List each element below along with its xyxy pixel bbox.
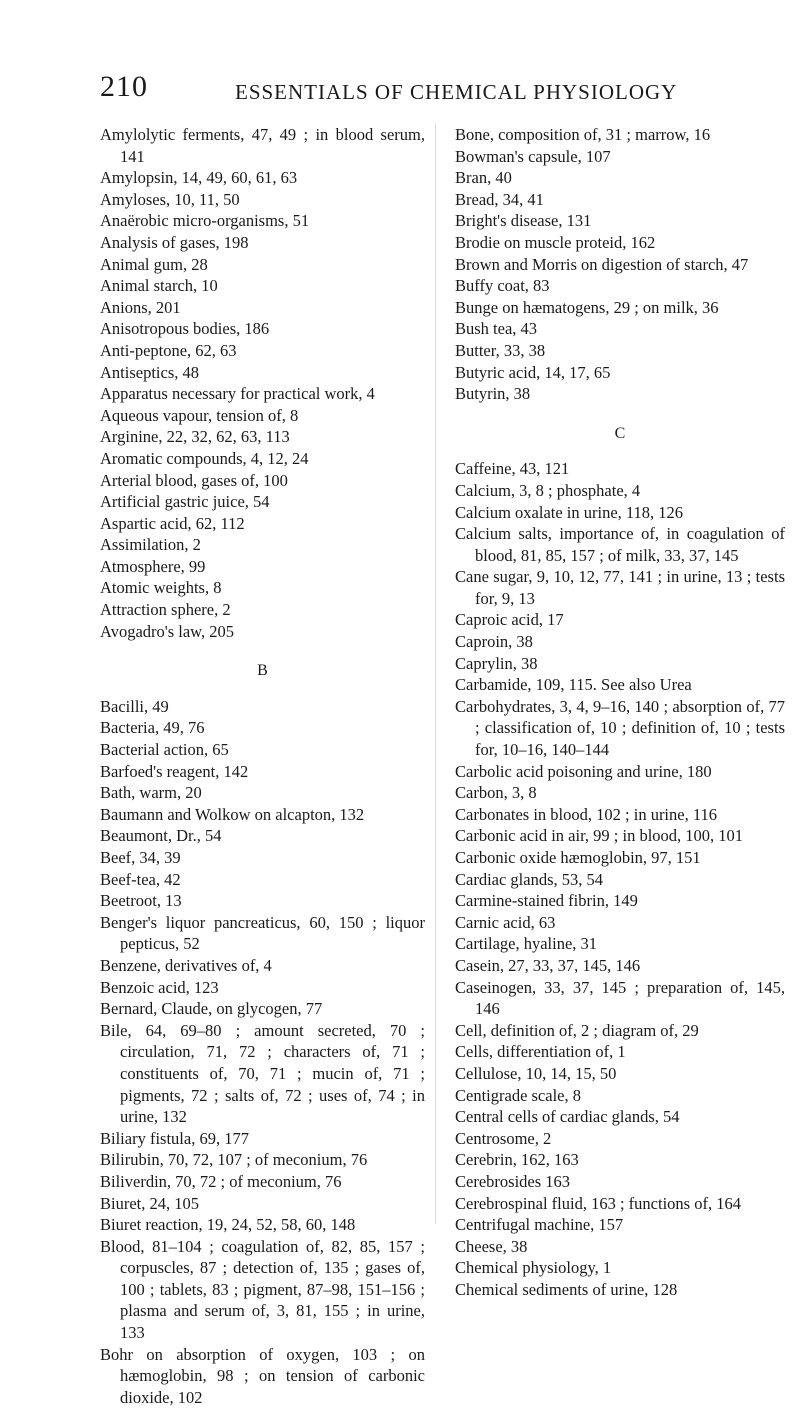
index-entry: Carbolic acid poisoning and urine, 180 [455,761,712,781]
index-entry: Analysis of gases, 198 [100,232,249,252]
index-entry: Carbamide, 109, 115. See also Urea [455,675,692,695]
index-entry: Arterial blood, gases of, 100 [100,470,288,490]
index-entry: Benzoic acid, 123 [100,977,219,997]
index-entry: Calcium oxalate in urine, 118, 126 [455,502,684,522]
index-entry: Beetroot, 13 [100,891,182,911]
index-entry: Biuret, 24, 105 [100,1193,199,1213]
index-entry: Atomic weights, 8 [100,578,222,598]
index-entry: Amyloses, 10, 11, 50 [100,189,240,209]
index-entry: Cheese, 38 [455,1236,528,1256]
section-heading-c: C [614,424,626,442]
index-entry: Bile, 64, 69–80 ; amount secreted, 70 ; circulation, 71, 72 ; characters of, 71 ; constituents of, 70, 71 ; mucin of, 71 ; pigments, 72 ; salts of, 72 ; uses of, 74 ; in urine, 132 [100,1020,425,1127]
index-entry: Brown and Morris on digestion of starch, 47 [455,254,749,274]
index-entry: Aqueous vapour, tension of, 8 [100,405,299,425]
index-entry: Arginine, 22, 32, 62, 63, 113 [100,427,290,447]
index-entry: Bran, 40 [455,168,512,188]
index-section-b [100,696,425,1408]
index-entry: Avogadro's law, 205 [100,621,235,641]
index-entry: Cartilage, hyaline, 31 [455,934,598,954]
index-entry: Centigrade scale, 8 [455,1085,581,1105]
index-entry: Butyrin, 38 [455,384,531,404]
index-entry: Centrifugal machine, 157 [455,1215,624,1235]
index-entry: Centrosome, 2 [455,1128,552,1148]
index-entry: Blood, 81–104 ; coagulation of, 82, 85, 157 ; corpuscles, 87 ; detection of, 135 ; gases of, 100 ; tablets, 83 ; pigment, 87–98, 151–156 ; plasma and serum of, 3, 81, 155 ; in urine, 133 [100,1236,425,1343]
index-entry: Atmosphere, 99 [100,556,206,576]
index-entry: Carnic acid, 63 [455,912,556,932]
index-entry: Carbonates in blood, 102 ; in urine, 116 [455,804,717,824]
index-entry: Carbonic oxide hæmoglobin, 97, 151 [455,848,701,867]
index-entry: Caseinogen, 33, 37, 145 ; preparation of, 145, 146 [455,977,785,1019]
index-entry: Cells, differentiation of, 1 [455,1042,626,1062]
index-entry: Chemical sediments of urine, 128 [455,1279,678,1299]
index-entry: Biuret reaction, 19, 24, 52, 58, 60, 148 [100,1215,356,1235]
index-entry: Cardiac glands, 53, 54 [455,869,604,889]
index-entry: Caprylin, 38 [455,653,538,673]
index-entry: Central cells of cardiac glands, 54 [455,1107,680,1127]
index-column-left [100,124,425,1408]
index-entry: Benzene, derivatives of, 4 [100,955,272,975]
index-entry: Aromatic compounds, 4, 12, 24 [100,448,309,468]
index-entry: Calcium salts, importance of, in coagulation of blood, 81, 85, 157 ; of milk, 33, 37, 145 [455,524,785,565]
index-entry: Bernard, Claude, on glycogen, 77 [100,999,323,1019]
index-entry: Aspartic acid, 62, 112 [100,513,245,533]
index-section-c [455,458,785,1300]
index-entry: Bacilli, 49 [100,696,169,716]
index-column-right [455,124,785,1300]
running-title: ESSENTIALS OF CHEMICAL PHYSIOLOGY [235,80,678,104]
index-entry: Amylopsin, 14, 49, 60, 61, 63 [100,168,298,188]
index-entry: Butter, 33, 38 [455,340,546,360]
index-entry: Bacteria, 49, 76 [100,718,205,738]
index-entry: Anisotropous bodies, 186 [100,319,270,339]
index-entry: Apparatus necessary for practical work, 4 [100,384,375,404]
page-header [0,70,800,110]
index-entry: Cerebrospinal fluid, 163 ; functions of, 164 [455,1193,741,1213]
index-entry: Animal gum, 28 [100,254,208,274]
index-entry: Anti-peptone, 62, 63 [100,340,237,360]
index-entry: Caffeine, 43, 121 [455,459,570,479]
column-divider [435,124,436,1224]
index-entry: Biliary fistula, 69, 177 [100,1128,249,1148]
index-entry: Carbon, 3, 8 [455,783,537,803]
page-number: 210 [100,70,148,103]
index-entry: Buffy coat, 83 [455,276,550,296]
index-entry: Bread, 34, 41 [455,189,544,209]
index-entry: Amylolytic ferments, 47, 49 ; in blood serum, 141 [100,125,425,166]
index-entry: Baumann and Wolkow on alcapton, 132 [100,804,365,824]
index-entry: Caproic acid, 17 [455,610,564,630]
index-entry: Casein, 27, 33, 37, 145, 146 [455,955,641,975]
index-entry: Barfoed's reagent, 142 [100,761,249,781]
index-entry: Caproin, 38 [455,632,533,652]
index-entry: Beef, 34, 39 [100,848,181,867]
index-entry: Bilirubin, 70, 72, 107 ; of meconium, 76 [100,1150,368,1170]
index-entry: Cellulose, 10, 14, 15, 50 [455,1063,617,1083]
index-section-b-continued [455,124,785,405]
index-entry: Assimilation, 2 [100,535,201,555]
index-entry: Bacterial action, 65 [100,740,229,760]
index-entry: Anaërobic micro-organisms, 51 [100,211,310,231]
index-entry: Cerebrin, 162, 163 [455,1150,579,1170]
index-entry: Brodie on muscle proteid, 162 [455,232,656,252]
index-entry: Cell, definition of, 2 ; diagram of, 29 [455,1020,699,1040]
index-entry: Bowman's capsule, 107 [455,146,611,166]
index-entry: Cerebrosides 163 [455,1171,571,1191]
index-entry: Beef-tea, 42 [100,869,181,889]
index-entry: Calcium, 3, 8 ; phosphate, 4 [455,480,641,500]
index-entry: Cane sugar, 9, 10, 12, 77, 141 ; in urine, 13 ; tests for, 9, 13 [455,567,785,608]
index-entry: Bright's disease, 131 [455,211,592,231]
index-entry: Artificial gastric juice, 54 [100,492,270,512]
index-entry: Carbohydrates, 3, 4, 9–16, 140 ; absorption of, 77 ; classification of, 10 ; definition of, 10 ; tests for, 10–16, 140–144 [455,696,785,760]
index-entry: Bone, composition of, 31 ; marrow, 16 [455,125,711,144]
index-entry: Attraction sphere, 2 [100,600,231,620]
section-heading-b: B [257,662,268,680]
index-entry: Bunge on hæmatogens, 29 ; on milk, 36 [455,297,719,317]
index-entry: Anions, 201 [100,297,181,317]
index-entry: Bush tea, 43 [455,319,538,339]
index-entry: Carmine-stained fibrin, 149 [455,891,638,911]
index-entry: Benger's liquor pancreaticus, 60, 150 ; liquor pepticus, 52 [100,912,425,954]
index-entry: Bohr on absorption of oxygen, 103 ; on hæmoglobin, 98 ; on tension of carbonic dioxide, 102 [100,1344,425,1407]
index-entry: Antiseptics, 48 [100,362,199,382]
index-entry: Chemical physiology, 1 [455,1258,612,1278]
index-entry: Carbonic acid in air, 99 ; in blood, 100, 101 [455,826,744,846]
index-entry: Animal starch, 10 [100,276,218,296]
index-entry: Butyric acid, 14, 17, 65 [455,362,611,382]
index-entry: Bath, warm, 20 [100,783,202,803]
index-entry: Beaumont, Dr., 54 [100,826,222,846]
index-section-a [100,124,425,642]
index-entry: Biliverdin, 70, 72 ; of meconium, 76 [100,1171,342,1191]
